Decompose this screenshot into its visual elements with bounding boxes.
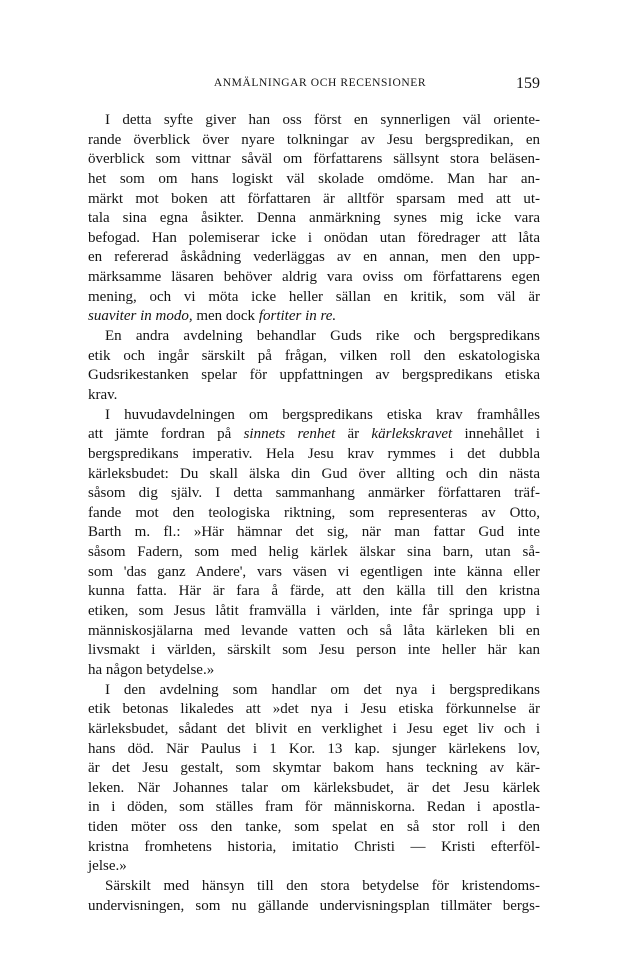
- line-text: jelse.»: [88, 858, 127, 875]
- line-text: Gudsrikestanken spelar för uppfattningen av bergspredikans etiska: [88, 367, 540, 384]
- line-text: men dock: [192, 308, 259, 325]
- line-text: Särskilt med hänsyn till den stora betydelse för kristendoms-: [105, 877, 540, 894]
- text-line: [88, 209, 540, 229]
- line-text: etiken, som Jesus låtit framvälla i världen, inte får springa upp i: [88, 603, 540, 620]
- line-text: märkt mot boken att författaren är alltför sparsam med att ut-: [88, 190, 540, 207]
- text-line: [88, 504, 540, 524]
- line-text: I huvudavdelningen om bergspredikans etiska krav framhålles: [105, 406, 540, 423]
- emphasized-text: fortiter in re.: [258, 308, 337, 325]
- text-line: [88, 720, 540, 740]
- text-line: [88, 484, 540, 504]
- running-head: [100, 75, 540, 97]
- line-text: som 'das ganz Andere', vars väsen vi egentligen inte känna eller: [88, 563, 540, 580]
- line-text: kristna fromhetens historia, imitatio Christi — Kristi efterföl-: [88, 838, 540, 855]
- line-text: överblick som vittnar såväl om författarens sällsynt stora beläsen-: [88, 151, 540, 168]
- text-line: [88, 327, 540, 347]
- line-text: I detta syfte giver han oss först en synnerligen väl oriente-: [105, 112, 540, 128]
- line-text: kärleksbudet: Du skall älska din Gud över allting och din nästa: [88, 465, 540, 482]
- line-text: Barth m. fl.: »Här hämnar det sig, när man fattar Gud inte: [88, 524, 540, 541]
- line-text: undervisningen, som nu gällande undervisningsplan tillmäter bergs-: [88, 897, 540, 914]
- line-text: in i döden, som ställes fram för människorna. Redan i apostla-: [88, 799, 540, 816]
- text-line: [88, 190, 540, 210]
- text-line: [88, 425, 540, 445]
- line-text: mening, och vi möta icke heller sällan en kritik, som väl är: [88, 288, 540, 305]
- text-line: [88, 307, 540, 327]
- line-text: märksamme läsaren behöver aldrig vara oviss om författarens egen: [88, 269, 540, 286]
- text-line: [88, 288, 540, 308]
- text-line: [88, 641, 540, 661]
- text-line: [88, 818, 540, 838]
- text-line: [88, 268, 540, 288]
- page-number: 159: [516, 75, 540, 92]
- line-text: En andra avdelning behandlar Guds rike och bergspredikans: [105, 328, 540, 345]
- line-text: tala sina egna åsikter. Denna anmärkning synes mig icke vara: [88, 210, 540, 227]
- line-text: hans död. När Paulus i 1 Kor. 13 kap. sjunger kärlekens lov,: [88, 740, 540, 757]
- line-text: tiden möter oss den tanke, som spelat en så stor roll i den: [88, 819, 540, 836]
- line-text: människosjälarna med levande vatten och så låta kärleken bli en: [88, 622, 540, 639]
- text-line: [88, 248, 540, 268]
- text-line: [88, 700, 540, 720]
- text-line: [88, 465, 540, 485]
- text-line: [88, 681, 540, 701]
- text-line: [88, 740, 540, 760]
- text-line: [88, 523, 540, 543]
- line-text: kärleksbudet, sådant det blivit en verklighet i Jesu eget liv och i: [88, 720, 540, 737]
- text-line: [88, 150, 540, 170]
- text-line: [88, 622, 540, 642]
- text-line: [88, 779, 540, 799]
- line-text: fande mot den teologiska riktning, som representeras av Otto,: [88, 504, 540, 521]
- line-text: krav.: [88, 386, 118, 403]
- line-text: en refererad åskådning vederläggas av en annan, men den upp-: [88, 249, 540, 266]
- line-text: het som om hans logiskt väl skolade omdöme. Man har an-: [88, 170, 540, 187]
- text-line: [88, 229, 540, 249]
- text-line: [88, 798, 540, 818]
- line-text: såsom Fadern, som med helig kärlek älskar sina barn, utan så-: [88, 544, 540, 561]
- line-text: livsmakt i världen, särskilt som Jesu person inte heller här kan: [88, 642, 540, 659]
- text-line: [88, 131, 540, 151]
- text-line: [88, 857, 540, 877]
- text-line: [88, 170, 540, 190]
- line-text: är det Jesu gestalt, som skymtar bakom hans teckning av kär-: [88, 760, 540, 777]
- body-text: [88, 111, 540, 916]
- emphasized-text: suaviter in modo,: [88, 308, 193, 325]
- text-line: [88, 582, 540, 602]
- text-line: [88, 897, 540, 917]
- line-text: etik betonas likaledes att »det nya i Jesu etiska förkunnelse är: [88, 701, 540, 718]
- emphasized-text: kärlekskravet: [371, 426, 453, 443]
- line-text: kunna fatta. Här är fara å färde, att den källa till den kristna: [88, 583, 540, 600]
- line-text: rande överblick över nyare tolkningar av Jesu bergspredikan, en: [88, 131, 540, 148]
- line-text: leken. När Johannes talar om kärleksbudet, är det Jesu kärlek: [88, 779, 540, 796]
- text-line: [88, 386, 540, 406]
- text-line: [88, 347, 540, 367]
- line-text: att jämte fordran på: [88, 426, 244, 443]
- text-line: [88, 111, 540, 131]
- text-line: [88, 563, 540, 583]
- line-text: etik och ingår särskilt på frågan, vilken roll den eskatologiska: [88, 347, 540, 364]
- line-text: är: [335, 426, 372, 443]
- running-title: ANMÄLNINGAR OCH RECENSIONER: [213, 77, 427, 89]
- text-line: [88, 759, 540, 779]
- text-line: [88, 602, 540, 622]
- line-text: befogad. Han polemiserar icke i onödan utan föredrager att låta: [88, 229, 540, 246]
- line-text: innehållet i: [452, 426, 540, 443]
- text-line: [88, 877, 540, 897]
- text-line: [88, 366, 540, 386]
- line-text: bergspredikans imperativ. Hela Jesu krav rymmes i det dubbla: [88, 445, 540, 462]
- text-line: [88, 445, 540, 465]
- text-line: [88, 406, 540, 426]
- emphasized-text: sinnets renhet: [243, 426, 336, 443]
- text-line: [88, 838, 540, 858]
- line-text: ha någon betydelse.»: [88, 661, 215, 678]
- line-text: I den avdelning som handlar om det nya i bergspredikans: [105, 681, 540, 698]
- text-line: [88, 543, 540, 563]
- line-text: såsom dig själv. I detta sammanhang anmärker författaren träf-: [88, 485, 540, 502]
- text-line: [88, 661, 540, 681]
